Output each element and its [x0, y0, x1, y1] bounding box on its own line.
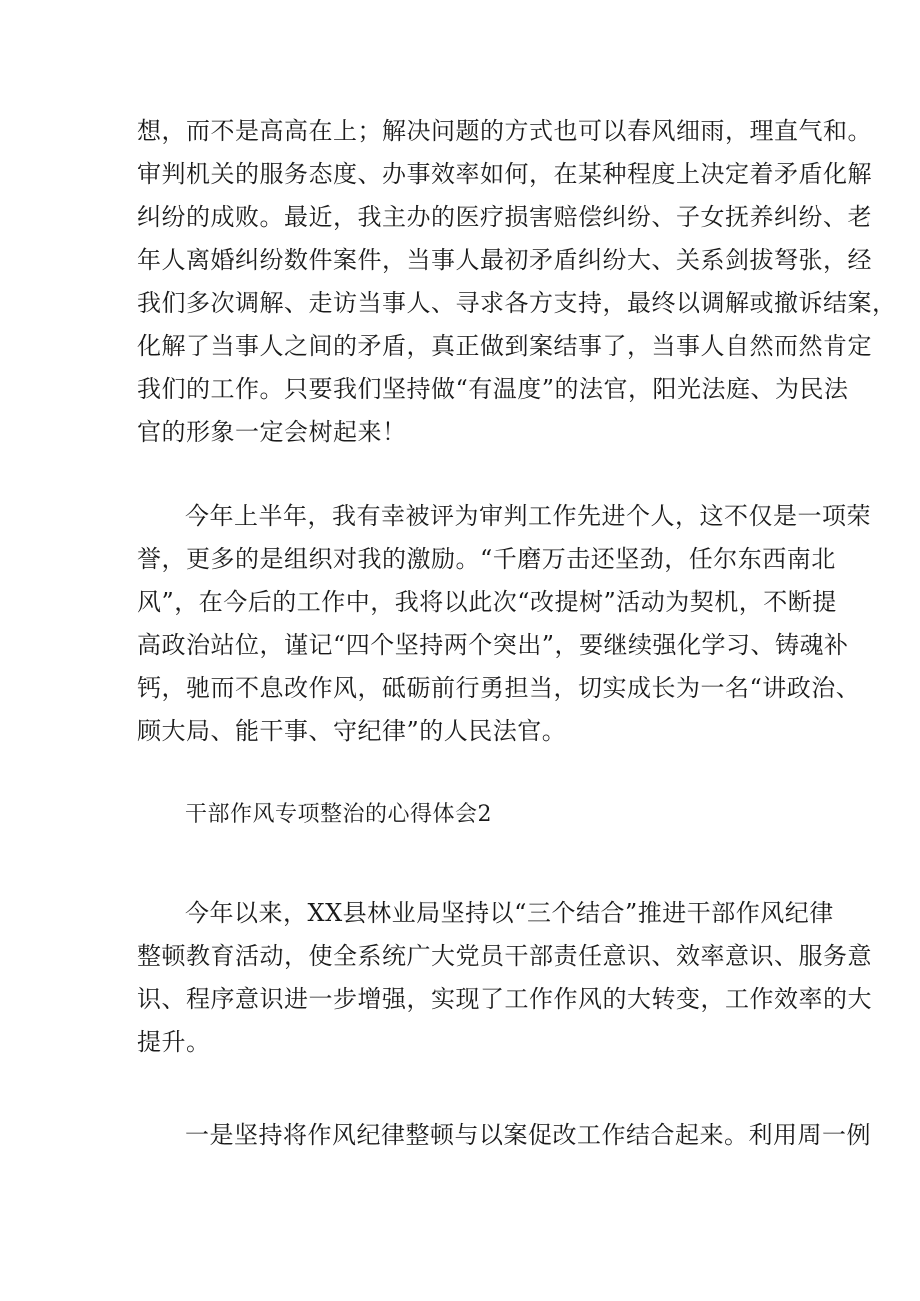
text-line: 化解了当事人之间的矛盾，真正做到案结事了，当事人自然而然肯定: [137, 332, 872, 360]
text-line: 纠纷的成败。最近，我主办的医疗损害赔偿纠纷、子女抚养纠纷、老: [137, 203, 872, 231]
text-line: 官的形象一定会树起来！: [137, 418, 407, 446]
section-title: 干部作风专项整治的心得体会2: [185, 802, 492, 827]
text-line: 钙，驰而不息改作风，砥砺前行勇担当，切实成长为一名“讲政治、: [137, 674, 861, 702]
text-line: 想，而不是高高在上；解决问题的方式也可以春风细雨，理直气和。: [137, 117, 872, 145]
text-line: 审判机关的服务态度、办事效率如何，在某种程度上决定着矛盾化解: [137, 160, 872, 188]
text-line: 提升。: [137, 1028, 211, 1056]
text-line: 今年以来，XX县林业局坚持以“三个结合”推进干部作风纪律: [185, 899, 834, 927]
text-line: 顾大局、能干事、守纪律”的人民法官。: [137, 717, 567, 745]
text-line: 识、程序意识进一步增强，实现了工作作风的大转变，工作效率的大: [137, 985, 872, 1013]
text-line: 整顿教育活动，使全系统广大党员干部责任意识、效率意识、服务意: [137, 942, 872, 970]
text-line: 一是坚持将作风纪律整顿与以案促改工作结合起来。利用周一例: [185, 1121, 871, 1149]
text-line: 高政治站位，谨记“四个坚持两个突出”，要继续强化学习、铸魂补: [137, 631, 849, 659]
text-line: 风”，在今后的工作中，我将以此次“改提树”活动为契机，不断提: [137, 588, 837, 616]
text-line: 我们的工作。只要我们坚持做“有温度”的法官，阳光法庭、为民法: [137, 375, 849, 403]
text-line: 今年上半年，我有幸被评为审判工作先进个人，这不仅是一项荣: [185, 502, 871, 530]
text-line: 我们多次调解、走访当事人、寻求各方支持，最终以调解或撤诉结案，: [137, 289, 897, 317]
text-line: 誉，更多的是组织对我的激励。“千磨万击还坚劲，任尔东西南北: [137, 545, 836, 573]
text-line: 年人离婚纠纷数件案件，当事人最初矛盾纠纷大、关系剑拔弩张，经: [137, 246, 872, 274]
